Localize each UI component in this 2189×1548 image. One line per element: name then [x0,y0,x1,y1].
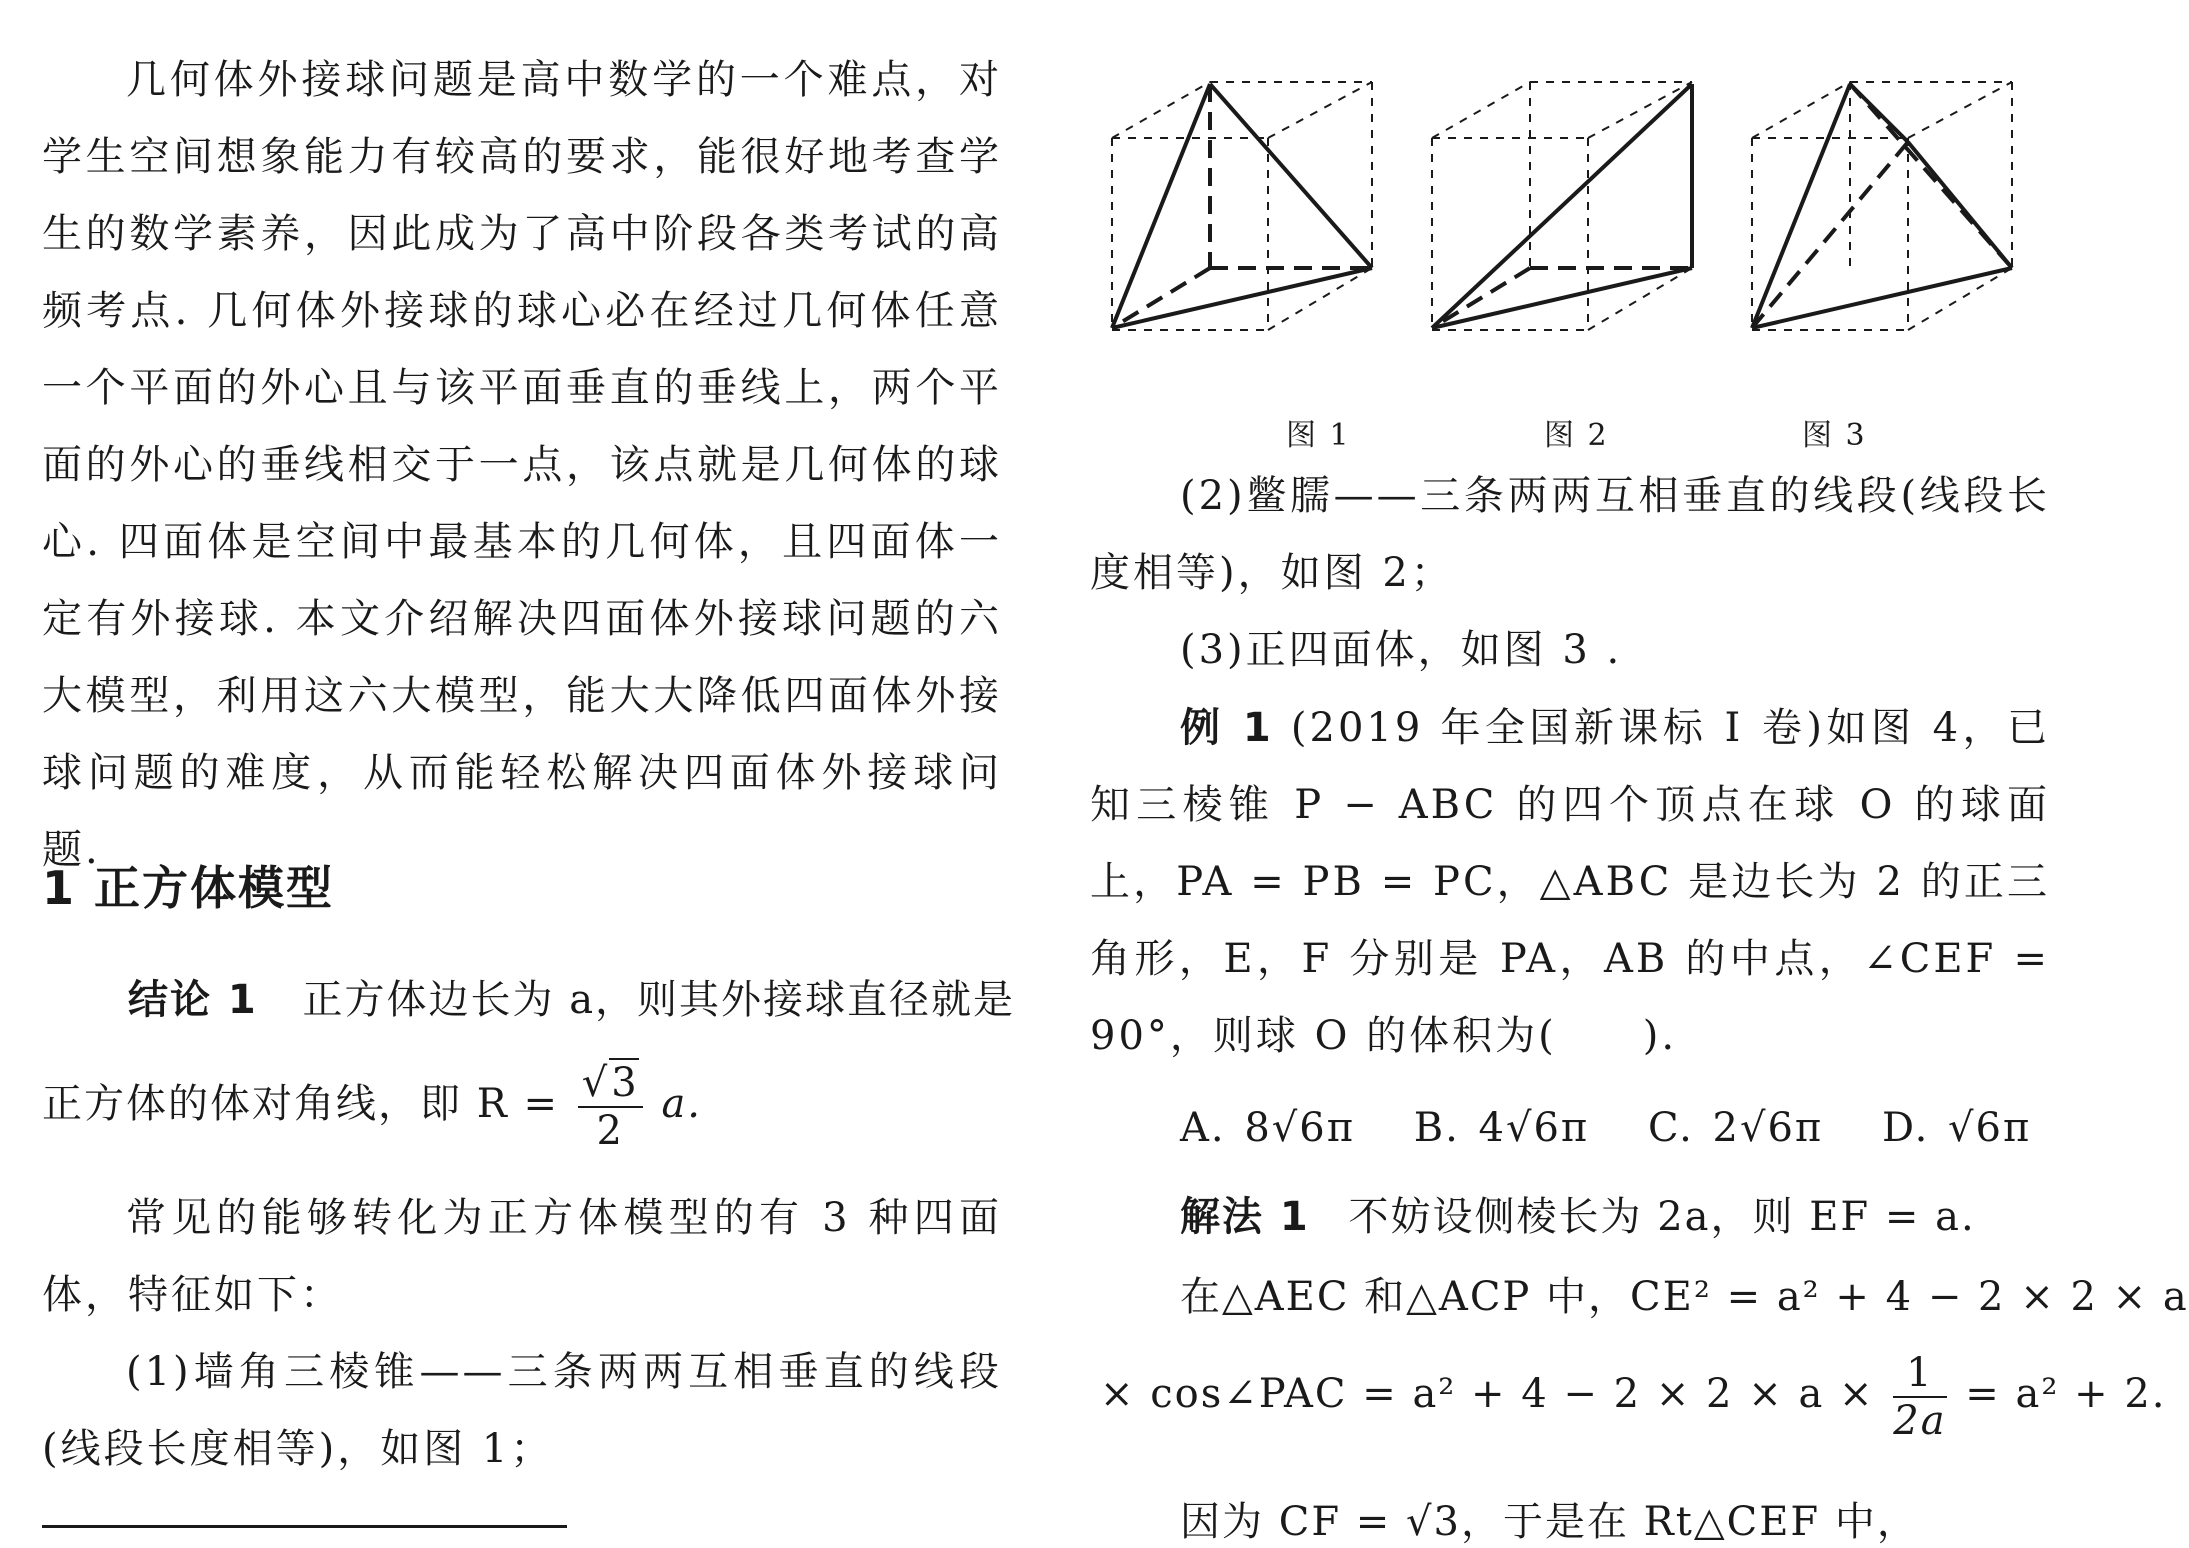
example-label: 例 1 [1180,705,1274,751]
common-paragraph: 常见的能够转化为正方体模型的有 3 种四面体，特征如下： [42,1195,1002,1318]
item-1-paragraph: (1)墙角三棱锥——三条两两互相垂直的线段(线段长度相等)，如图 1； [42,1349,1002,1472]
section-heading: 1 正方体模型 [42,861,335,915]
conclusion-label: 结论 1 [128,977,258,1023]
option-a: A. 8√6π [1180,1105,1355,1151]
cos-line-pre: × cos∠PAC = a² + 4 − 2 × 2 × a × [1100,1371,1875,1417]
sqrt3-over-2-fraction: $\frac{√3}{2}$ [578,1060,643,1154]
conclusion-line-2 [42,1060,702,1154]
figure-3-caption: 图 3 [1802,418,1867,453]
triangle-line: 在△AEC 和△ACP 中，CE² = a² + 4 − 2 × 2 × a [1180,1274,2189,1320]
item-3-paragraph: (3)正四面体，如图 3 . [1180,627,1623,673]
fraction-numerator: 3 [611,1060,639,1106]
example-text: (2019 年全国新课标 Ⅰ 卷)如图 4，已知三棱锥 P − ABC 的四个顶点在球 O 的球面上，PA = PB = PC，△ABC 是边长为 2 的正三角形，E，F 分别是 PA，AB 的中点，∠CEF = 90°，则球 O 的体积为( ). [1090,705,2050,1059]
intro-paragraph: 几何体外接球问题是高中数学的一个难点，对学生空间想象能力有较高的要求，能很好地考查学生的数学素养，因此成为了高中阶段各类考试的高频考点. 几何体外接球的球心必在经过几何体任意一个平面的外心且与该平面垂直的垂线上，两个平面的外心的垂线相交于一点，该点就是几何体的球心. 四面体是空间中最基本的几何体，且四面体一定有外接球. 本文介绍解决四面体外接球问题的六大模型，利用这六大模型，能大大降低四面体外接球问题的难度，从而能轻松解决四面体外接球问题. [42,57,1002,873]
figure-1-caption: 图 1 [1286,418,1351,453]
conclusion-line-1 [128,968,1015,1025]
options-row [1180,1105,2031,1151]
item-2-paragraph: (2)鳖臑——三条两两互相垂直的线段(线段长度相等)，如图 2； [1090,473,2050,596]
example-1-paragraph [1090,690,2050,1075]
conclusion-tail: a. [661,1081,703,1127]
cos-fraction-numerator: 1 [1893,1350,1946,1398]
one-over-2a-fraction [1893,1350,1946,1444]
fraction-denominator: 2 [596,1108,624,1154]
figure-2-cube [1432,82,1692,330]
conclusion-text: 正方体边长为 a，则其外接球直径就是 [302,977,1016,1023]
cube-figures [1090,0,2070,400]
figure-2-caption: 图 2 [1544,418,1609,453]
option-b: B. 4√6π [1413,1105,1590,1151]
footnote-rule [42,1525,567,1528]
figure-3-cube [1752,82,2012,330]
solution-text: 不妨设侧棱长为 2a，则 EF = a. [1348,1194,1976,1240]
cos-line [1100,1350,2167,1444]
figure-1-cube [1112,82,1372,330]
option-c: C. 2√6π [1647,1105,1824,1151]
solution-label: 解法 1 [1180,1194,1310,1240]
conclusion-text-2: 正方体的体对角线，即 R = [42,1081,560,1127]
last-line: 因为 CF = √3，于是在 Rt△CEF 中， [1180,1499,1919,1545]
solution-line [1180,1185,1976,1242]
cos-fraction-denominator: 2a [1893,1398,1947,1444]
cos-line-post: = a² + 2. [1965,1371,2167,1417]
option-d: D. √6π [1881,1105,2032,1151]
